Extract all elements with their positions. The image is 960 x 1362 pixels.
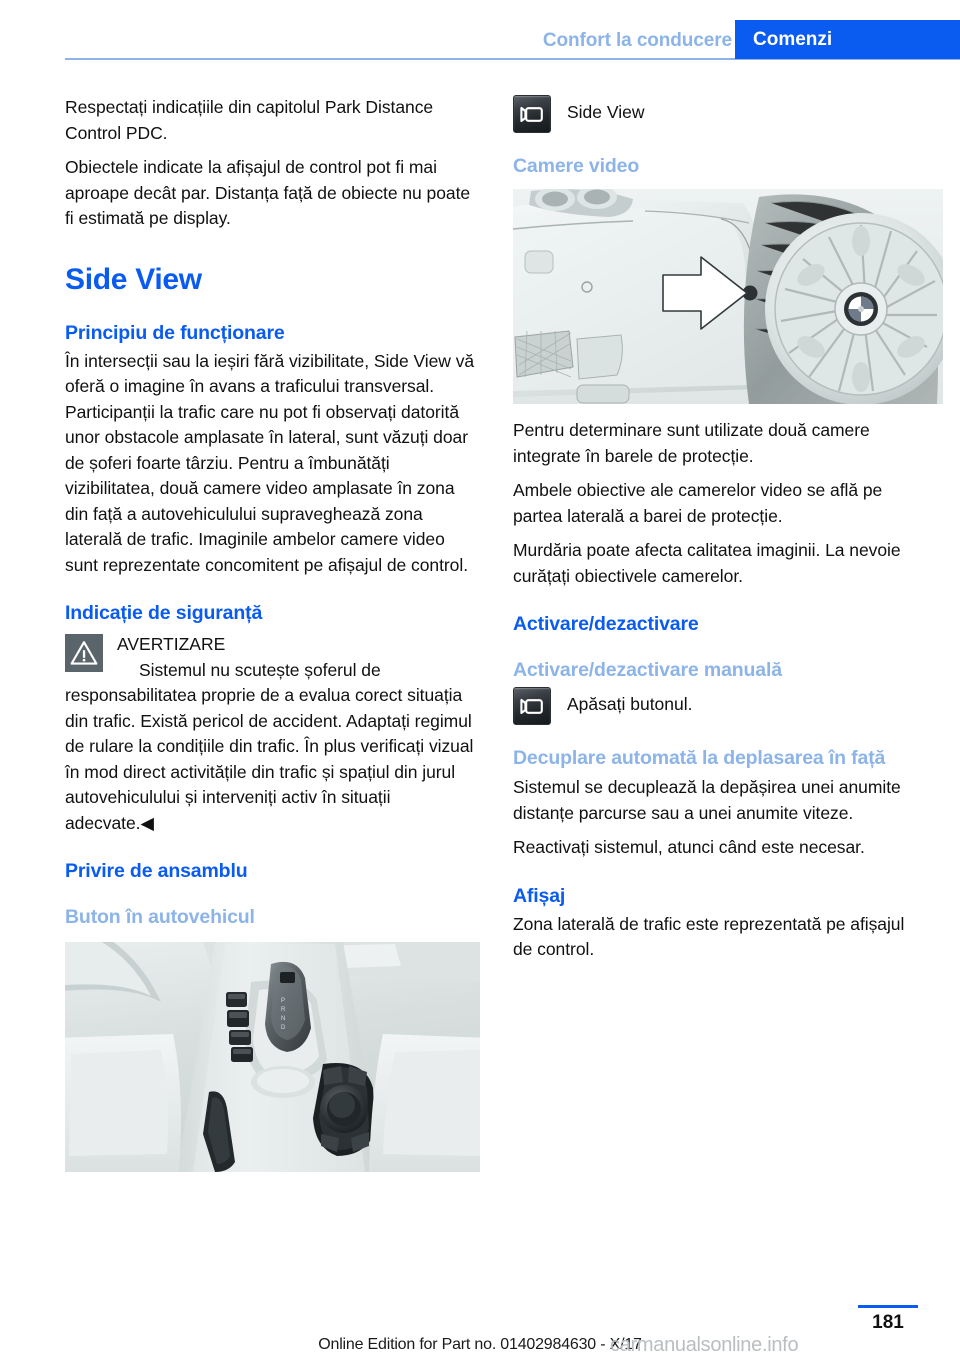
warning-block [65,630,480,836]
auto-deactivation-paragraph-1: Sistemul se decuplează la depășirea unei anumite distanțe parcurse sau a unei anumite viteze. [513,777,901,823]
edition-notice: Online Edition for Part no. 01402984630 - X/17 [318,1336,642,1353]
heading-display: Afișaj [513,884,566,907]
warning-label: AVERTIZARE [117,634,226,654]
front-bumper-figure [513,189,943,404]
cameras-paragraph-1: Pentru determinare sunt utilizate două camere integrate în barele de protecție. [513,420,870,466]
manual-activation-instruction: Apăsați butonul. [567,694,693,714]
heading-auto-deactivation: Decuplare automată la deplasarea în față [513,747,886,769]
header-chapter-label: Confort la conducere [542,30,732,51]
heading-manual-activation: Activare/dezactivare manuală [513,659,782,681]
right-column [513,95,928,963]
manual-activation-row [513,687,928,725]
intro-paragraph-2: Obiectele indicate la afișajul de control pot fi mai aproape decât par. Distanța față de obiecte nu poate fi estimată pe display. [65,157,471,228]
page-title: Side View [65,262,202,296]
side-view-button-row [513,95,928,133]
header-active-tab[interactable] [735,20,960,59]
cameras-paragraph-3: Murdăria poate afecta calitatea imaginii. La nevoie curățați obiectivele camerelor. [513,540,901,586]
heading-safety: Indicație de siguranță [65,602,263,624]
page-header [0,0,960,62]
warning-text: Sistemul nu scutește șoferul de responsabilitatea proprie de a evalua corect situația din trafic. Există pericol de accident. Adaptați regimul de rulare la condițiile din trafic. În plus verificați vizual în mod direct activitățile din trafic și spațiul din jurul autovehiculului și interveniți activ în situații adecvate.◀ [65,659,474,833]
heading-button-in-vehicle: Buton în autovehicul [65,906,255,928]
heading-principle: Principiu de funcționare [65,321,285,344]
svg-text:P: P [281,998,286,1004]
display-paragraph: Zona laterală de trafic este reprezentată pe afișajul de control. [513,913,905,959]
auto-deactivation-paragraph-2: Reactivați sistemul, atunci când este necesar. [513,837,865,857]
svg-text:R: R [281,1007,286,1013]
heading-cameras: Camere video [513,155,640,177]
cameras-paragraph-2: Ambele obiective ale camerelor video se află pe partea laterală a barei de protecție. [513,480,883,526]
center-console-figure [65,942,480,1172]
page-number: 181 [872,1312,904,1333]
video-camera-icon[interactable] [513,95,551,133]
principle-paragraph: În intersecții sau la ieșiri fără vizibilitate, Side View vă oferă o imagine în avans a traficului transversal. Participanții la trafic care nu pot fi observați datorită unor obstacole amplasate în lateral, sunt văzuți doar de șoferi foarte târziu. Pentru a îmbunătăți vizibilitatea, două camere video amplasate în zona din față a autovehiculului supraveghează zona laterală de trafic. Imaginile ambelor camere video sunt reprezentate concomitent pe afișajul de control. [65,350,475,575]
svg-text:D: D [281,1025,286,1031]
video-camera-icon[interactable] [513,687,551,725]
svg-text:N: N [281,1016,286,1022]
warning-triangle-icon [65,634,103,672]
header-active-tab-label: Comenzi [753,29,833,50]
side-view-button-label: Side View [567,102,645,122]
heading-overview: Privire de ansamblu [65,860,248,882]
intro-paragraph-1: Respectați indicațiile din capitolul Park Distance Control PDC. [65,97,434,143]
site-watermark: carmanualsonline.info [610,1334,799,1356]
page-number-rule [858,1305,918,1308]
left-column [65,95,480,1172]
heading-activation: Activare/dezactivare [513,613,699,635]
